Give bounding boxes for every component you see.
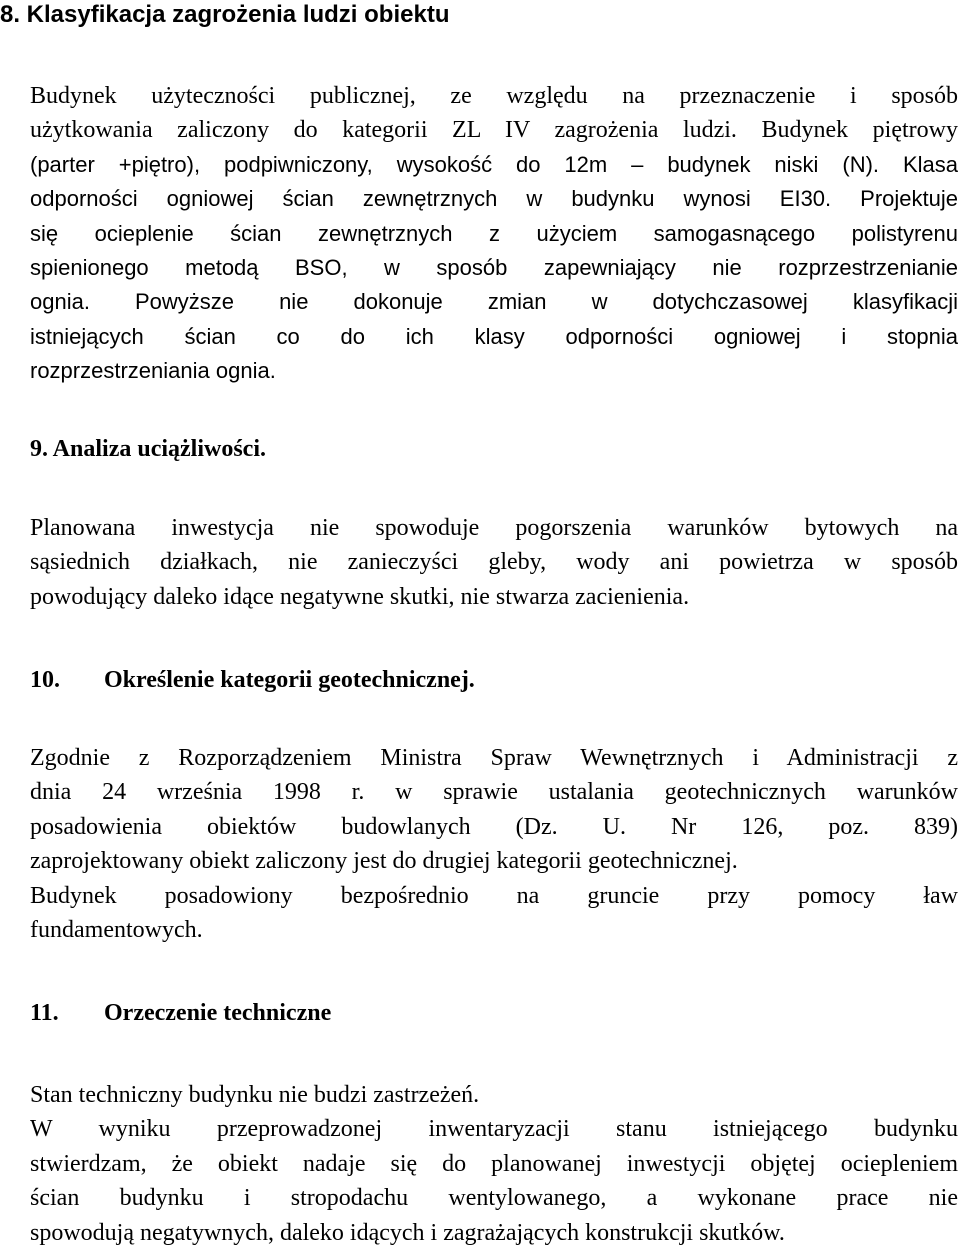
- paragraph-line: rozprzestrzeniania ognia.: [30, 358, 276, 384]
- paragraph-line: spienionego metodą BSO, w sposób zapewniający nie rozprzestrzenianie: [30, 254, 958, 280]
- paragraph-line: powodujący daleko idące negatywne skutki, nie stwarza zacienienia.: [30, 583, 690, 610]
- paragraph-line: stwierdzam, że obiekt nadaje się do planowanej inwestycji objętej ociepleniem: [30, 1150, 958, 1177]
- section-10-title: Określenie kategorii geotechnicznej.: [104, 667, 475, 693]
- paragraph-line: ścian budynku i stropodachu wentylowanego, a wykonane prace nie: [30, 1185, 958, 1212]
- section-11-paragraph: [30, 1078, 958, 1250]
- paragraph-line: zaprojektowany obiekt zaliczony jest do drugiej kategorii geotechnicznej.: [30, 848, 738, 875]
- section-11-number: 11.: [30, 1000, 59, 1026]
- section-11-title: Orzeczenie techniczne: [104, 1000, 332, 1026]
- paragraph-line: Budynek posadowiony bezpośrednio na gruncie przy pomocy ław: [30, 882, 958, 909]
- paragraph-line: Zgodnie z Rozporządzeniem Ministra Spraw Wewnętrznych i Administracji z: [30, 745, 958, 771]
- section-10-number: 10.: [30, 667, 60, 693]
- paragraph-line: Planowana inwestycja nie spowoduje pogorszenia warunków bytowych na: [30, 515, 958, 541]
- paragraph-line: ognia. Powyższe nie dokonuje zmian w dotychczasowej klasyfikacji: [30, 289, 958, 315]
- paragraph-line: fundamentowych.: [30, 916, 203, 943]
- paragraph-line: odporności ogniowej ścian zewnętrznych w budynku wynosi EI30. Projektuje: [30, 186, 958, 212]
- paragraph-line: posadowienia obiektów budowlanych (Dz. U. Nr 126, poz. 839): [30, 813, 958, 840]
- paragraph-line: Stan techniczny budynku nie budzi zastrzeżeń.: [30, 1082, 480, 1108]
- paragraph-line: się ocieplenie ścian zewnętrznych z użyciem samogasnącego polistyrenu: [30, 220, 958, 246]
- paragraph-line: użytkowania zaliczony do kategorii ZL IV zagrożenia ludzi. Budynek piętrowy: [30, 117, 958, 144]
- paragraph-line: sąsiednich działkach, nie zanieczyści gleby, wody ani powietrza w sposób: [30, 549, 958, 576]
- section-9-paragraph: [30, 511, 958, 614]
- paragraph-line: dnia 24 września 1998 r. w sprawie ustalania geotechnicznych warunków: [30, 779, 958, 806]
- paragraph-line: istniejących ścian co do ich klasy odporności ogniowej i stopnia: [30, 323, 958, 349]
- section-9-heading: 9. Analiza uciążliwości.: [30, 436, 266, 462]
- section-8-paragraph: [30, 79, 958, 389]
- section-10-paragraph: [30, 741, 958, 947]
- section-8-heading: 8. Klasyfikacja zagrożenia ludzi obiektu: [0, 1, 450, 28]
- paragraph-line: W wyniku przeprowadzonej inwentaryzacji stanu istniejącego budynku: [30, 1116, 958, 1143]
- paragraph-line: spowodują negatywnych, daleko idących i zagrażających konstrukcji skutków.: [30, 1219, 785, 1246]
- paragraph-line: Budynek użyteczności publicznej, ze względu na przeznaczenie i sposób: [30, 83, 958, 109]
- paragraph-line: (parter +piętro), podpiwniczony, wysokość do 12m – budynek niski (N). Klasa: [30, 151, 958, 177]
